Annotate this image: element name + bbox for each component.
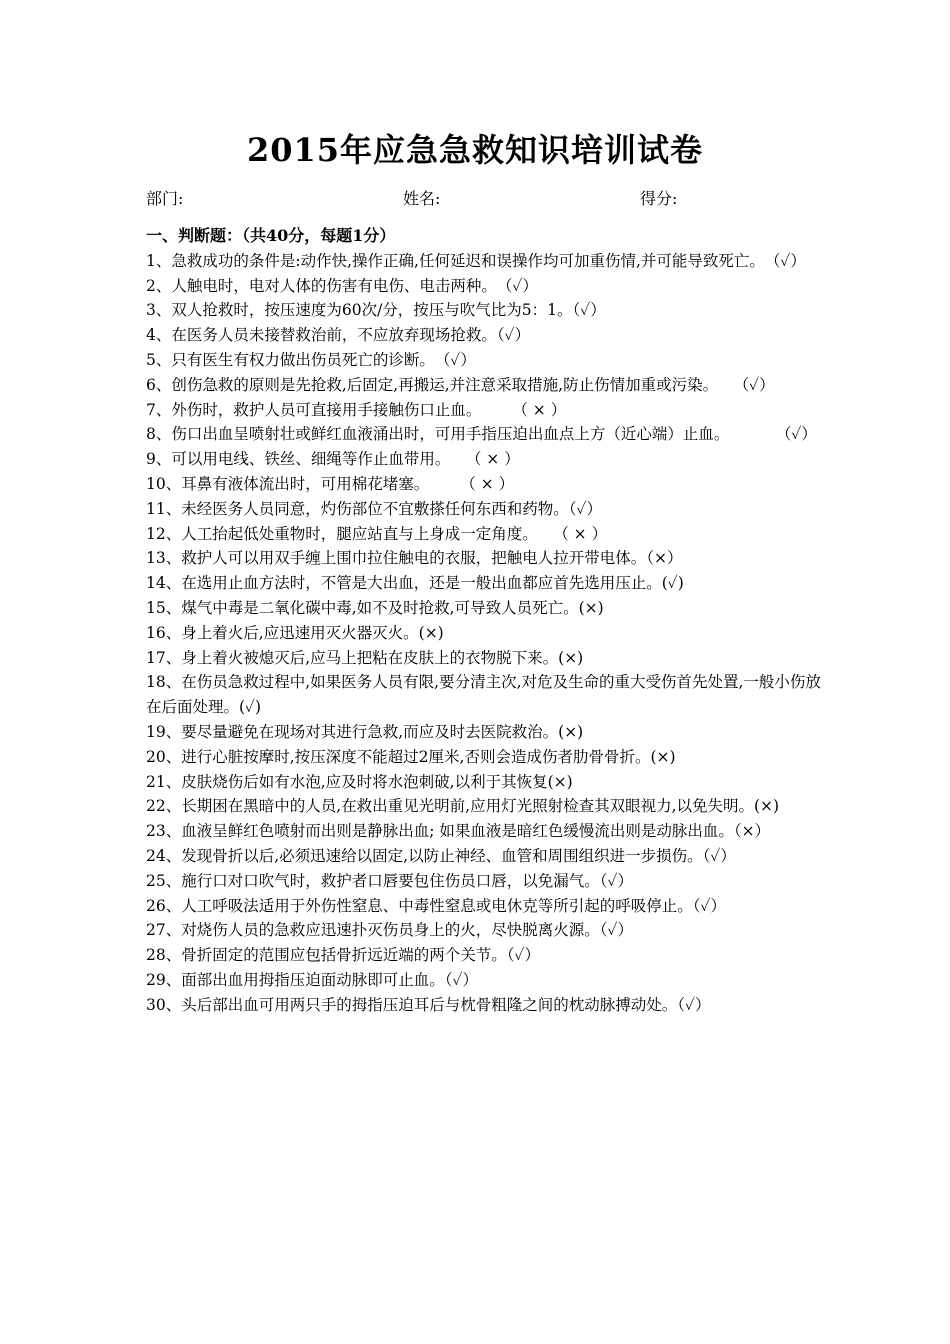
department-field-label: 部门: — [146, 189, 184, 208]
question-item: 26、人工呼吸法适用于外伤性窒息、中毒性窒息或电休克等所引起的呼吸停止。（✓） — [146, 896, 726, 915]
question-item: 15、煤气中毒是二氧化碳中毒,如不及时抢救,可导致人员死亡。(×) — [146, 598, 604, 617]
question-item: 9、可以用电线、铁丝、细绳等作止血带用。 （ × ） — [146, 450, 520, 469]
question-item: 16、身上着火后,应迅速用灭火器灭火。(×) — [146, 623, 444, 642]
question-item: 11、未经医务人员同意，灼伤部位不宜敷搽任何东西和药物。（✓） — [146, 499, 602, 518]
question-item: 30、头后部出血可用两只手的拇指压迫耳后与枕骨粗隆之间的枕动脉搏动处。（✓） — [146, 995, 711, 1014]
question-item: 27、对烧伤人员的急救应迅速扑灭伤员身上的火，尽快脱离火源。（✓） — [146, 921, 633, 940]
question-item: 6、创伤急救的原则是先抢救,后固定,再搬运,并注意采取措施,防止伤情加重或污染。 （✓） — [146, 375, 775, 394]
question-section — [146, 224, 826, 1018]
question-item: 4、在医务人员未接替救治前，不应放弃现场抢救。（✓） — [146, 326, 531, 345]
question-item: 20、进行心脏按摩时,按压深度不能超过2厘米,否则会造成伤者肋骨骨折。(×) — [146, 747, 676, 766]
question-item: 5、只有医生有权力做出伤员死亡的诊断。 （✓） — [146, 350, 476, 369]
score-field-label: 得分: — [640, 189, 678, 208]
section-heading: 一、判断题：（共40分，每题1分） — [146, 226, 396, 245]
question-item: 21、皮肤烧伤后如有水泡,应及时将水泡刺破,以利于其恢复(×) — [146, 772, 573, 791]
question-item: 23、血液呈鲜红色喷射而出则是静脉出血; 如果血液是暗红色缓慢流出则是动脉出血。（×） — [146, 822, 771, 841]
page-title: 2015年应急急救知识培训试卷 — [246, 131, 704, 169]
question-item: 28、骨折固定的范围应包括骨折远近端的两个关节。（✓） — [146, 946, 540, 965]
question-item: 18、在伤员急救过程中,如果医务人员有限,要分清主次,对危及生命的重大受伤首先处置,一般小伤放在后面处理。(✓) — [146, 673, 821, 717]
question-item: 17、身上着火被熄灭后,应马上把粘在皮肤上的衣物脱下来。(×) — [146, 648, 584, 667]
question-item: 19、要尽量避免在现场对其进行急救,而应及时去医院救治。(×) — [146, 722, 584, 741]
question-item: 24、发现骨折以后,必须迅速给以固定,以防止神经、血管和周围组织进一步损伤。（✓） — [146, 846, 736, 865]
question-item: 14、在选用止血方法时，不管是大出血，还是一般出血都应首先选用压止。(✓) — [146, 574, 684, 593]
question-item: 22、长期困在黑暗中的人员,在救出重见光明前,应用灯光照射检查其双眼视力,以免失明。(×) — [146, 797, 780, 816]
question-item: 8、伤口出血呈喷射壮或鲜红血液涌出时，可用手指压迫出血点上方（近心端）止血。 （✓） — [146, 425, 817, 444]
question-item: 7、外伤时，救护人员可直接用手接触伤口止血。 （ × ） — [146, 400, 567, 419]
name-field-label: 姓名: — [403, 189, 441, 208]
question-item: 2、人触电时，电对人体的伤害有电伤、电击两种。 （✓） — [146, 276, 538, 295]
question-item: 1、急救成功的条件是:动作快,操作正确,任何延迟和误操作均可加重伤情,并可能导致死亡。 （✓） — [146, 251, 806, 270]
question-item: 10、耳鼻有液体流出时，可用棉花堵塞。 （ × ） — [146, 474, 515, 493]
question-item: 29、面部出血用拇指压迫面动脉即可止血。（✓） — [146, 970, 478, 989]
question-item: 13、救护人可以用双手缠上围巾拉住触电的衣服，把触电人拉开带电体。（×） — [146, 549, 683, 568]
question-item: 3、双人抢救时，按压速度为60次/分，按压与吹气比为5：1。（✓） — [146, 301, 606, 320]
question-item: 25、施行口对口吹气时，救护者口唇要包住伤员口唇，以免漏气。（✓） — [146, 871, 633, 890]
question-item: 12、人工抬起低处重物时，腿应站直与上身成一定角度。 （ × ） — [146, 524, 608, 543]
